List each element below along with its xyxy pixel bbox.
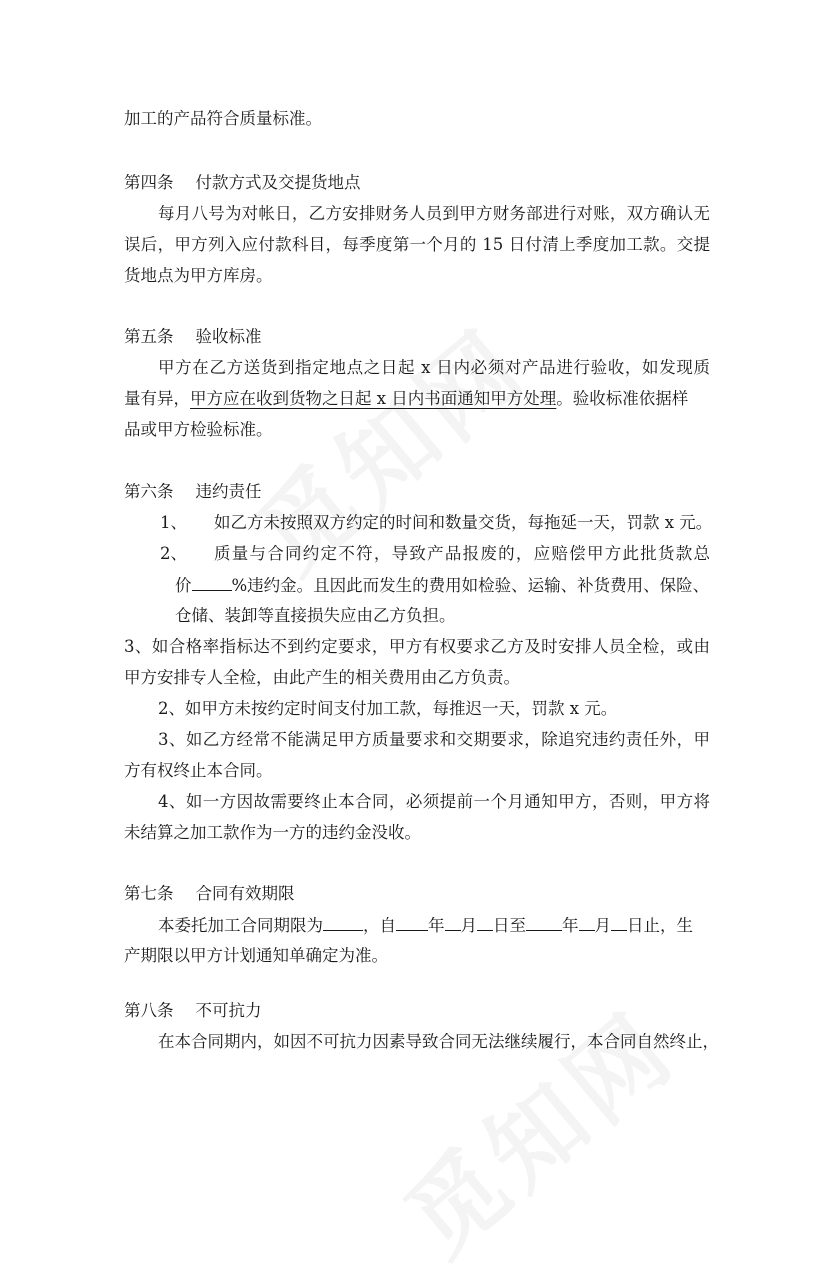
- paragraph-line: 未结算之加工款作为一方的违约金没收。: [124, 823, 421, 842]
- text-segment: 。验收标准依据样: [556, 389, 689, 408]
- text-segment: %违约金。且因此而发生的费用如检验、运输、补货费用、保险、: [231, 576, 710, 595]
- paragraph-line: 产期限以甲方计划通知单确定为准。: [124, 946, 388, 965]
- list-item-text: 如乙方未按照双方约定的时间和数量交货，每拖延一天，罚款 x 元。: [214, 513, 713, 532]
- paragraph-line: 误后，甲方列入应付款科目，每季度第一个月的 15 日付清上季度加工款。交提: [124, 235, 710, 254]
- text-segment: 月: [460, 916, 477, 935]
- text-segment: 价: [175, 576, 192, 595]
- article-title: 合同有效期限: [195, 884, 295, 903]
- text-segment: 量有异，: [124, 389, 190, 408]
- paragraph-line: 方有权终止本合同。: [124, 761, 273, 780]
- article-title: 不可抗力: [195, 1001, 262, 1020]
- paragraph-line: 加工的产品符合质量标准。: [124, 109, 322, 128]
- paragraph-line: 在本合同期内，如因不可抗力因素导致合同无法继续履行，本合同自然终止，: [158, 1032, 719, 1051]
- text-segment: 日至: [493, 916, 526, 935]
- fill-blank: [396, 914, 428, 931]
- text-segment: 月: [594, 916, 611, 935]
- watermark: [224, 288, 636, 693]
- paragraph-line: 货地点为甲方库房。: [124, 266, 273, 285]
- list-item-text: [175, 574, 709, 597]
- paragraph-line: 甲方在乙方送货到指定地点之日起 x 日内必须对产品进行验收，如发现质: [158, 358, 710, 377]
- fill-blank: [526, 914, 562, 931]
- list-item-number: 1、: [160, 513, 187, 532]
- article-heading-5: [124, 326, 262, 348]
- paragraph-line: 4、如一方因故需要终止本合同，必须提前一个月通知甲方，否则，甲方将: [158, 792, 710, 811]
- fill-blank: [477, 914, 493, 931]
- fill-blank: [192, 574, 232, 591]
- list-item-number: 2、: [160, 544, 187, 563]
- article-heading-7: [124, 883, 295, 905]
- list-item-text: 质量与合同约定不符，导致产品报废的，应赔偿甲方此批货款总: [214, 544, 710, 563]
- article-heading-8: [124, 1000, 262, 1022]
- article-number: 第六条: [124, 482, 174, 501]
- article-title: 付款方式及交提货地点: [195, 173, 361, 192]
- text-segment: 日止，生: [627, 916, 693, 935]
- paragraph-line: [124, 388, 688, 410]
- article-title: 违约责任: [195, 482, 262, 501]
- fill-blank: [323, 914, 363, 931]
- paragraph-line: 2、如甲方未按约定时间支付加工款，每推迟一天，罚款 x 元。: [158, 699, 618, 718]
- fill-blank: [445, 914, 461, 931]
- article-title: 验收标准: [195, 327, 262, 346]
- text-segment: ，自: [363, 916, 396, 935]
- watermark: [372, 976, 699, 1281]
- text-segment: 年: [428, 916, 445, 935]
- paragraph-line: 每月八号为对帐日，乙方安排财务人员到甲方财务部进行对账，双方确认无: [158, 204, 710, 223]
- list-item-text: 仓储、装卸等直接损失应由乙方负担。: [175, 606, 456, 625]
- paragraph-line: 3、如合格率指标达不到约定要求，甲方有权要求乙方及时安排人员全检，或由: [124, 637, 710, 656]
- text-segment: 本委托加工合同期限为: [158, 916, 323, 935]
- paragraph-line: 甲方安排专人全检，由此产生的相关费用由乙方负责。: [124, 668, 520, 687]
- paragraph-line: [158, 914, 693, 937]
- paragraph-line: 3、如乙方经常不能满足甲方质量要求和交期要求，除追究违约责任外，甲: [158, 730, 710, 749]
- article-heading-6: [124, 481, 262, 503]
- article-number: 第四条: [124, 173, 174, 192]
- underlined-text: 甲方应在收到货物之日起 x 日内书面通知甲方处理: [190, 389, 557, 408]
- paragraph-line: 品或甲方检验标准。: [124, 420, 273, 439]
- article-number: 第七条: [124, 884, 174, 903]
- text-segment: 年: [562, 916, 579, 935]
- fill-blank: [611, 914, 627, 931]
- article-heading-4: [124, 172, 361, 194]
- fill-blank: [579, 914, 595, 931]
- article-number: 第五条: [124, 327, 174, 346]
- article-number: 第八条: [124, 1001, 174, 1020]
